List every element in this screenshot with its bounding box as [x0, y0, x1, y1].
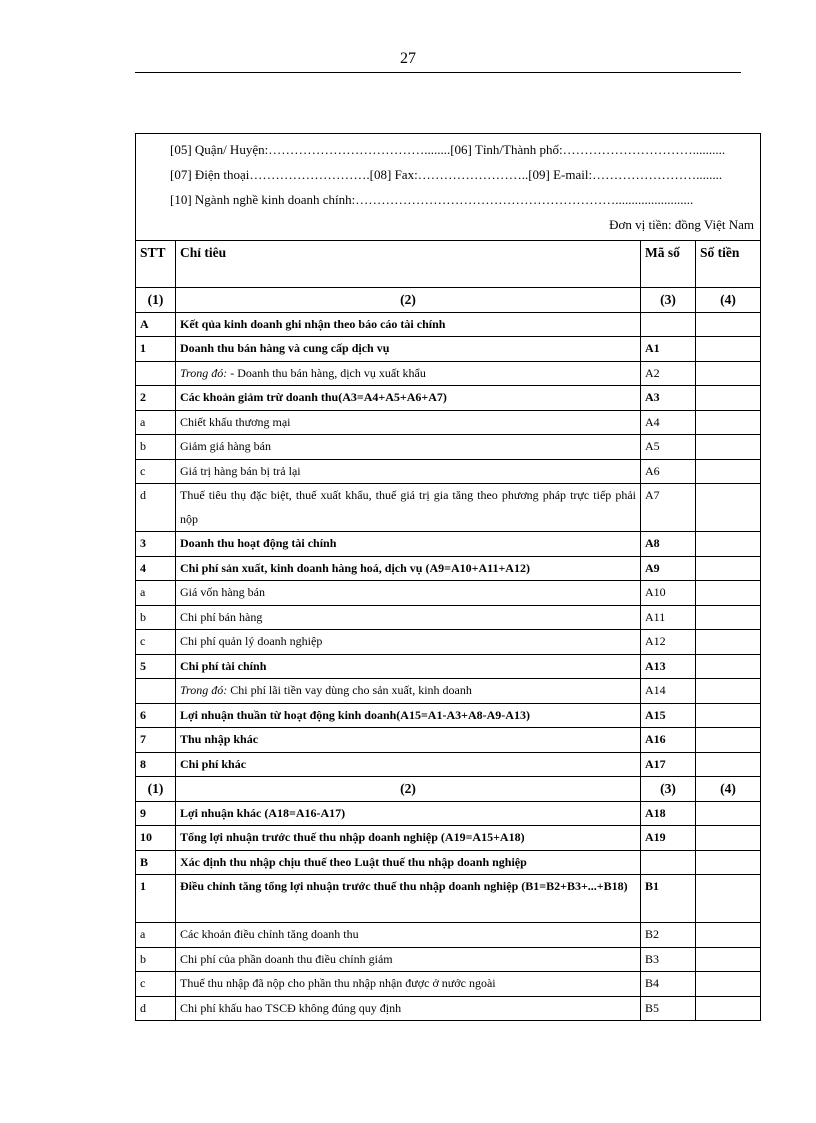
business-line: [10] Ngành nghề kinh doanh chính:……………………………………………………........................: [170, 192, 694, 207]
row-amount: [696, 410, 761, 435]
row-text: Thuế tiêu thụ đặc biệt, thuế xuất khẩu, thuế giá trị gia tăng theo phương pháp trực tiếp phải nộp: [176, 484, 641, 532]
row-code: A10: [641, 581, 696, 606]
row-code: A6: [641, 459, 696, 484]
col-number: (2): [176, 288, 641, 313]
row-code: A13: [641, 654, 696, 679]
row-stt: 6: [136, 703, 176, 728]
row-text: Chi phí của phần doanh thu điều chỉnh giảm: [176, 947, 641, 972]
row-amount: [696, 312, 761, 337]
table-row: [136, 703, 761, 728]
row-text: Chi phí khác: [176, 752, 641, 777]
row-text: Doanh thu bán hàng và cung cấp dịch vụ: [176, 337, 641, 362]
row-code: B4: [641, 972, 696, 997]
row-amount: [696, 703, 761, 728]
row-text: Chiết khấu thương mại: [176, 410, 641, 435]
row-text: Lợi nhuận thuần từ hoạt động kinh doanh(A15=A1-A3+A8-A9-A13): [176, 703, 641, 728]
row-stt: a: [136, 581, 176, 606]
column-number-row: [136, 288, 761, 313]
row-amount: [696, 630, 761, 655]
row-code: A17: [641, 752, 696, 777]
row-text: [176, 679, 641, 704]
row-stt: 2: [136, 386, 176, 411]
row-text: [176, 361, 641, 386]
row-text: Giá vốn hàng bán: [176, 581, 641, 606]
row-amount: [696, 972, 761, 997]
row-amount: [696, 850, 761, 875]
district-province-line: [05] Quận/ Huyện:………………………………........[06] Tỉnh/Thành phố:…………………………..........: [170, 142, 726, 157]
row-text: Điều chỉnh tăng tổng lợi nhuận trước thuế thu nhập doanh nghiệp (B1=B2+B3+...+B18): [176, 875, 641, 923]
row-text: Lợi nhuận khác (A18=A16-A17): [176, 801, 641, 826]
table-row: [136, 605, 761, 630]
header-rule: [135, 72, 741, 73]
row-text: Giá trị hàng bán bị trả lại: [176, 459, 641, 484]
row-text: Các khoản giảm trừ doanh thu(A3=A4+A5+A6+A7): [176, 386, 641, 411]
row-text-prefix: Trong đó:: [180, 365, 228, 380]
row-text: Xác định thu nhập chịu thuế theo Luật thuế thu nhập doanh nghiệp: [176, 850, 641, 875]
row-amount: [696, 679, 761, 704]
row-text: Doanh thu hoạt động tài chính: [176, 532, 641, 557]
row-stt: 7: [136, 728, 176, 753]
table-row: [136, 312, 761, 337]
column-number-row: [136, 777, 761, 802]
row-stt: c: [136, 459, 176, 484]
table-row: [136, 410, 761, 435]
row-amount: [696, 532, 761, 557]
col-number: (2): [176, 777, 641, 802]
row-code: A14: [641, 679, 696, 704]
row-text: Tổng lợi nhuận trước thuế thu nhập doanh nghiệp (A19=A15+A18): [176, 826, 641, 851]
row-amount: [696, 752, 761, 777]
row-code: A16: [641, 728, 696, 753]
row-amount: [696, 484, 761, 532]
currency-unit: Đơn vị tiền: đồng Việt Nam: [609, 217, 755, 232]
row-text: Thuế thu nhập đã nộp cho phần thu nhập nhận được ở nước ngoài: [176, 972, 641, 997]
row-stt: 5: [136, 654, 176, 679]
table-row: [136, 386, 761, 411]
table-row: [136, 752, 761, 777]
table-row: [136, 801, 761, 826]
row-stt: b: [136, 435, 176, 460]
row-code: A9: [641, 556, 696, 581]
row-code: A15: [641, 703, 696, 728]
row-amount: [696, 947, 761, 972]
row-text: Giảm giá hàng bán: [176, 435, 641, 460]
row-code: A2: [641, 361, 696, 386]
row-code: B2: [641, 923, 696, 948]
row-code: B1: [641, 875, 696, 923]
table-row: [136, 654, 761, 679]
row-stt: 3: [136, 532, 176, 557]
row-stt: 10: [136, 826, 176, 851]
table-row: [136, 337, 761, 362]
row-amount: [696, 386, 761, 411]
row-code: A19: [641, 826, 696, 851]
row-text-prefix: Trong đó:: [180, 683, 228, 697]
row-text: Chi phí sản xuất, kinh doanh hàng hoá, dịch vụ (A9=A10+A11+A12): [176, 556, 641, 581]
row-stt: B: [136, 850, 176, 875]
row-text: Chi phí khấu hao TSCĐ không đúng quy định: [176, 996, 641, 1021]
row-amount: [696, 728, 761, 753]
col-number: (4): [696, 288, 761, 313]
col-number: (4): [696, 777, 761, 802]
table-row: [136, 532, 761, 557]
row-stt: d: [136, 996, 176, 1021]
row-amount: [696, 801, 761, 826]
row-amount: [696, 996, 761, 1021]
phone-fax-email-line: [07] Điện thoại……………………….[08] Fax:……………………..[09] E-mail:……………………........: [170, 167, 723, 182]
row-stt: b: [136, 947, 176, 972]
row-stt: 8: [136, 752, 176, 777]
row-text-body: Chi phí lãi tiền vay dùng cho sản xuất, kinh doanh: [227, 683, 472, 697]
row-text: Thu nhập khác: [176, 728, 641, 753]
row-text: Kết qủa kinh doanh ghi nhận theo báo cáo tài chính: [176, 312, 641, 337]
row-stt: A: [136, 312, 176, 337]
row-code: A12: [641, 630, 696, 655]
row-text-body: - Doanh thu bán hàng, dịch vụ xuất khẩu: [227, 365, 426, 380]
table-row: [136, 947, 761, 972]
row-amount: [696, 654, 761, 679]
row-code: B5: [641, 996, 696, 1021]
row-amount: [696, 361, 761, 386]
row-amount: [696, 435, 761, 460]
row-stt: c: [136, 972, 176, 997]
row-stt: 1: [136, 337, 176, 362]
tax-report-table: [135, 133, 761, 1021]
table-row: [136, 581, 761, 606]
col-number: (3): [641, 288, 696, 313]
row-amount: [696, 875, 761, 923]
table-row: [136, 923, 761, 948]
company-info-cell: [136, 134, 761, 241]
row-amount: [696, 337, 761, 362]
row-code: B3: [641, 947, 696, 972]
row-stt: d: [136, 484, 176, 532]
table-row: [136, 996, 761, 1021]
row-text: Các khoản điều chỉnh tăng doanh thu: [176, 923, 641, 948]
table-row: [136, 435, 761, 460]
table-row: [136, 361, 761, 386]
row-amount: [696, 826, 761, 851]
table-header-row: [136, 241, 761, 288]
row-stt: [136, 361, 176, 386]
company-info-row: [136, 134, 761, 241]
row-stt: [136, 679, 176, 704]
table-row: [136, 630, 761, 655]
row-code: A11: [641, 605, 696, 630]
row-code: A4: [641, 410, 696, 435]
header-stt: STT: [136, 241, 176, 288]
page-number: 27: [400, 50, 416, 67]
row-code: A5: [641, 435, 696, 460]
row-stt: a: [136, 923, 176, 948]
row-stt: a: [136, 410, 176, 435]
col-number: (3): [641, 777, 696, 802]
row-text: Chi phí tài chính: [176, 654, 641, 679]
row-stt: c: [136, 630, 176, 655]
row-text: Chi phí quản lý doanh nghiệp: [176, 630, 641, 655]
row-stt: 9: [136, 801, 176, 826]
row-code: A7: [641, 484, 696, 532]
row-code: A3: [641, 386, 696, 411]
row-amount: [696, 459, 761, 484]
col-number: (1): [136, 777, 176, 802]
row-code: A18: [641, 801, 696, 826]
table-row: [136, 972, 761, 997]
row-stt: 1: [136, 875, 176, 923]
row-stt: 4: [136, 556, 176, 581]
row-amount: [696, 556, 761, 581]
row-code: [641, 312, 696, 337]
table-row: [136, 459, 761, 484]
row-amount: [696, 581, 761, 606]
row-amount: [696, 605, 761, 630]
header-ma-so: Mã số: [641, 241, 696, 288]
row-amount: [696, 923, 761, 948]
col-number: (1): [136, 288, 176, 313]
row-code: A8: [641, 532, 696, 557]
table-row: [136, 679, 761, 704]
header-chi-tieu: Chỉ tiêu: [176, 241, 641, 288]
row-text: Chi phí bán hàng: [176, 605, 641, 630]
table-row: [136, 556, 761, 581]
row-code: [641, 850, 696, 875]
table-row: [136, 850, 761, 875]
table-row: [136, 826, 761, 851]
row-code: A1: [641, 337, 696, 362]
table-row: [136, 875, 761, 923]
header-so-tien: Số tiền: [696, 241, 761, 288]
table-row: [136, 484, 761, 532]
table-row: [136, 728, 761, 753]
row-stt: b: [136, 605, 176, 630]
